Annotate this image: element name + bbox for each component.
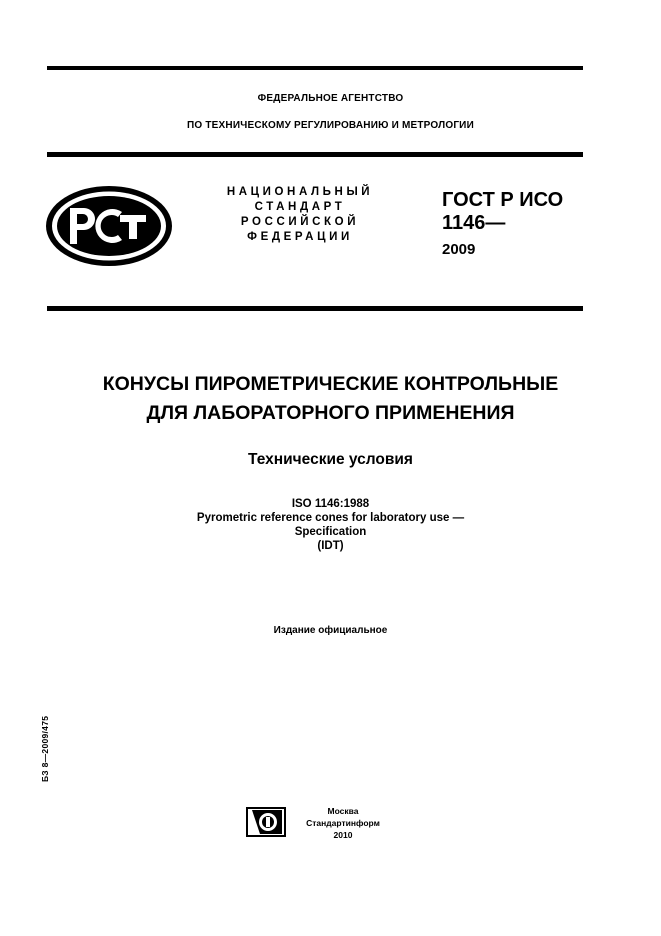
iso-name-line-2: Specification [294, 526, 367, 538]
title-line-2: ДЛЯ ЛАБОРАТОРНОГО ПРИМЕНЕНИЯ [146, 402, 515, 424]
gost-r-logo-icon [44, 184, 174, 268]
edition-label: Издание официальное [273, 625, 388, 636]
standartinform-logo-icon [246, 807, 286, 837]
standard-code-line-2: 1146— [442, 212, 506, 234]
national-line-4: ФЕДЕРАЦИИ [247, 231, 353, 243]
block-rule [47, 306, 583, 311]
national-line-2: СТАНДАРТ [254, 201, 346, 213]
top-rule [47, 66, 583, 70]
publisher-name: Стандартинформ [306, 818, 380, 828]
publisher-year: 2010 [333, 830, 353, 840]
national-line-1: НАЦИОНАЛЬНЫЙ [226, 186, 374, 198]
iso-degree: (IDT) [317, 540, 344, 552]
header-rule [47, 152, 583, 157]
iso-code: ISO 1146:1988 [291, 498, 370, 510]
title-line-1: КОНУСЫ ПИРОМЕТРИЧЕСКИЕ КОНТРОЛЬНЫЕ [102, 373, 559, 395]
agency-line-1: ФЕДЕРАЛЬНОЕ АГЕНТСТВО [257, 93, 404, 104]
side-note: БЗ 8—2009/475 [40, 715, 50, 782]
publisher-info [296, 805, 390, 841]
standard-code [442, 189, 563, 235]
document-title [0, 370, 661, 428]
standard-year: 2009 [442, 241, 476, 258]
document-subtitle: Технические условия [248, 451, 413, 468]
national-standard-label [200, 185, 400, 245]
standard-code-line-1: ГОСТ Р ИСО [442, 189, 564, 211]
national-line-3: РОССИЙСКОЙ [240, 216, 360, 228]
agency-line-2: ПО ТЕХНИЧЕСКОМУ РЕГУЛИРОВАНИЮ И МЕТРОЛОГИИ [187, 120, 474, 131]
international-standard [0, 497, 661, 553]
publisher-city: Москва [327, 806, 359, 816]
iso-name-line-1: Pyrometric reference cones for laboratory use — [196, 512, 465, 524]
